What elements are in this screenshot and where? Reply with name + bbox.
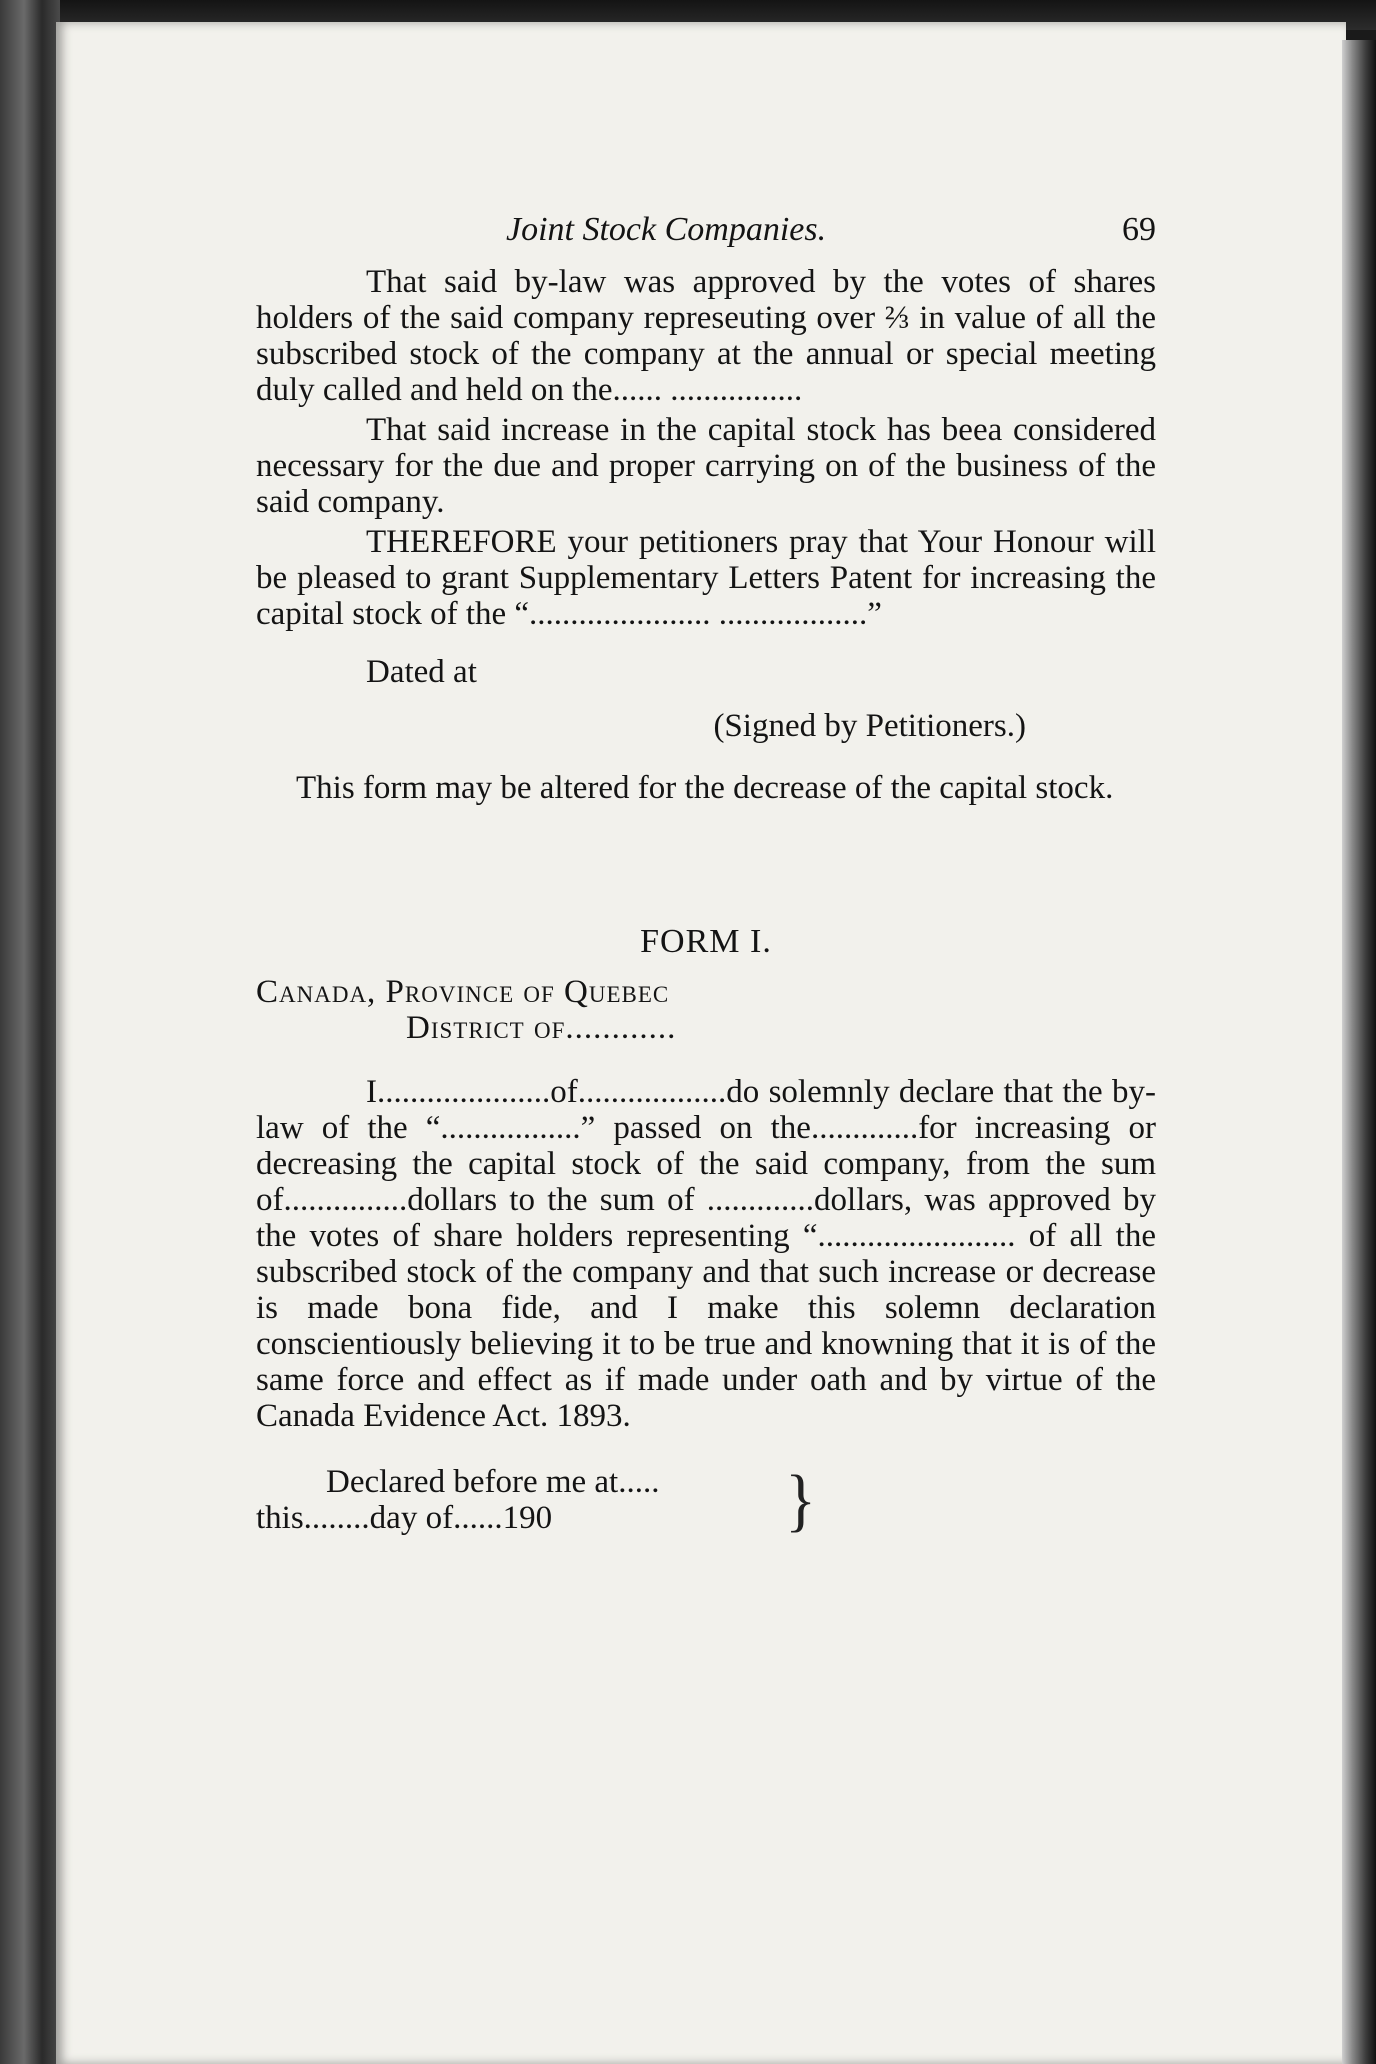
book-page (56, 22, 1346, 2064)
book-binding-edge (0, 0, 60, 2064)
page-number: 69 (1122, 211, 1156, 248)
form-alteration-note: This form may be altered for the decrease of the capital stock. (296, 770, 1114, 806)
dated-at-line: Dated at (366, 654, 477, 690)
running-head-title: Joint Stock Companies. (506, 211, 827, 248)
declared-before-lines (256, 1464, 777, 1536)
page-stack-edge (1342, 40, 1376, 2064)
paragraph-increase-necessary: That said increase in the capital stock has beea considered necessary for the due and proper carrying on of the business of the said company. (256, 412, 1156, 520)
location-district: District of............ (406, 1010, 677, 1046)
declared-date-line: this........day of......190 (256, 1500, 553, 1536)
paragraph-therefore: THEREFORE your petitioners pray that Your Honour will be pleased to grant Supplementary Letters Patent for increasing the capital stock of the “...................... ..................” (256, 524, 1156, 632)
declared-before-line: Declared before me at..... (326, 1464, 660, 1500)
location-canada-quebec: Canada, Province of Quebec (256, 974, 670, 1010)
solemn-declaration-text: I.....................of..................do solemnly declare that the by-law of the “.................” passed on the.............for increasing or decreasing the capital stock of the said company, from the sum of...............dollars to the sum of .............dollars, was approved by the votes of share holders representing “........................ of all the subscribed stock of the company and that such increase or decrease is made bona fide, and I make this solemn declaration conscientiously believing it to be true and knowning that it is of the same force and effect as if made under oath and by virtue of the Canada Evidence Act. 1893. (256, 1074, 1156, 1434)
page-text-block (256, 211, 1156, 1539)
brace-icon: } (785, 1460, 816, 1539)
form-title: FORM I. (640, 923, 772, 960)
running-head (256, 212, 1156, 264)
paragraph-bylaw-approved: That said by-law was approved by the votes of shares holders of the said company represeuting over ⅔ in value of all the subscribed stock of the company at the annual or special meeting duly called and held on the...... ................ (256, 264, 1156, 408)
signed-by-petitioners: (Signed by Petitioners.) (713, 708, 1026, 744)
declared-before-block (256, 1460, 816, 1539)
